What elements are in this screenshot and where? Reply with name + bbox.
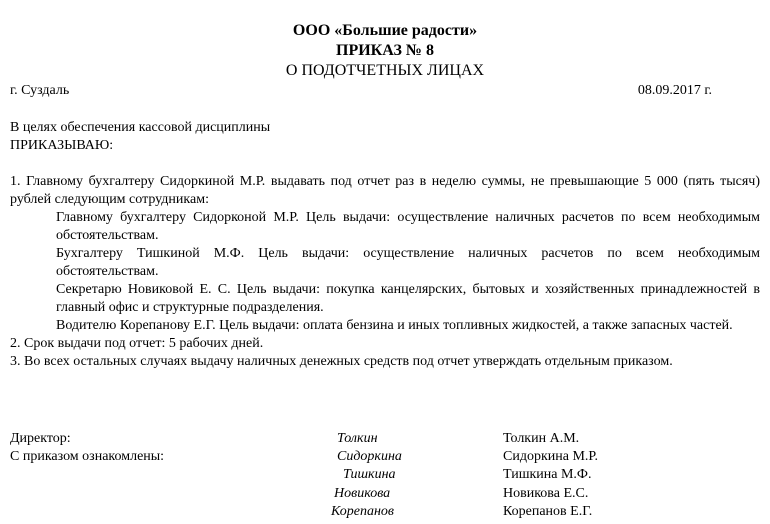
- document-date: 08.09.2017 г.: [637, 83, 712, 98]
- acquainted-label: С приказом ознакомлены:: [10, 449, 165, 464]
- place: г. Суздаль: [10, 83, 70, 98]
- order-title: ПРИКАЗ № 8: [336, 42, 434, 59]
- order-items: [10, 173, 760, 371]
- signature-tolkin: Толкин: [337, 431, 378, 446]
- intro-block: [10, 119, 760, 155]
- recipient-item-4: Водителю Корепанову Е.Г. Цель выдачи: оплата бензина и иных топливных жидкостей, а также запасных частей.: [56, 318, 733, 333]
- director-label: Директор:: [10, 431, 71, 446]
- signature-tishkina: Тишкина: [343, 467, 396, 482]
- signer-name-sidorkina: Сидоркина М.Р.: [503, 449, 598, 464]
- purpose-line: В целях обеспечения кассовой дисциплины: [10, 120, 271, 135]
- signer-name-tishkina: Тишкина М.Ф.: [503, 467, 592, 482]
- order-item-2: 2. Срок выдачи под отчет: 5 рабочих дней.: [10, 336, 264, 351]
- recipient-item-2: Бухгалтеру Тишкиной М.Ф. Цель выдачи: осуществление наличных расчетов по всем необходимым обстоятельствам.: [56, 246, 760, 279]
- recipient-item-1: Главному бухгалтеру Сидорконой М.Р. Цель выдачи: осуществление наличных расчетов по всем необходимым обстоятельствам.: [56, 210, 760, 243]
- signer-name-tolkin: Толкин А.М.: [503, 431, 580, 446]
- signer-name-korepanov: Корепанов Е.Г.: [503, 504, 593, 519]
- signature-novikova: Новикова: [334, 486, 391, 501]
- order-word: ПРИКАЗЫВАЮ:: [10, 138, 114, 153]
- order-subject: О ПОДОТЧЕТНЫХ ЛИЦАХ: [285, 62, 485, 79]
- signature-sidorkina: Сидоркина: [337, 449, 402, 464]
- recipient-item-3: Секретарю Новиковой Е. С. Цель выдачи: покупка канцелярских, бытовых и хозяйственных принадлежностей в главный офис и структурные подразделения.: [56, 282, 760, 315]
- signer-name-novikova: Новикова Е.С.: [503, 486, 589, 501]
- order-item-3: 3. Во всех остальных случаях выдачу наличных денежных средств под отчет утверждать отдельным приказом.: [10, 354, 673, 369]
- order-item-1: 1. Главному бухгалтеру Сидоркиной М.Р. выдавать под отчет раз в неделю суммы, не превышающие 5 000 (пять тысяч) рублей следующим сотрудникам:: [10, 174, 760, 207]
- organization-name: ООО «Большие радости»: [292, 22, 478, 39]
- signature-korepanov: Корепанов: [331, 504, 394, 519]
